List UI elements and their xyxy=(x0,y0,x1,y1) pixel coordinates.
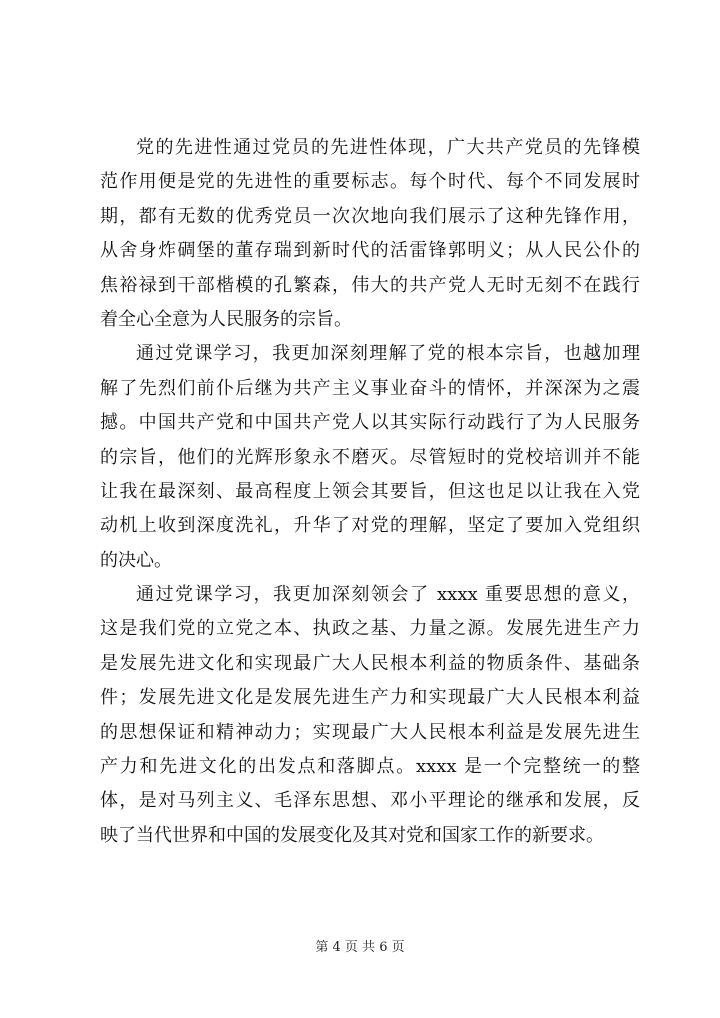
text-line: 产力和先进文化的出发点和落脚点。xxxx 是一个完整统一的整 xyxy=(100,756,640,778)
text-line: 党的先进性通过党员的先进性体现，广大共产党员的先锋模 xyxy=(136,137,640,158)
document-body xyxy=(100,131,640,853)
text-line: 着全心全意为人民服务的宗旨。 xyxy=(100,308,352,330)
text-line: 焦裕禄到干部楷模的孔繁森，伟大的共产党人无时无刻不在践行 xyxy=(100,274,640,296)
text-line: 期，都有无数的优秀党员一次次地向我们展示了这种先锋作用， xyxy=(100,205,640,227)
text-line: 件；发展先进文化是发展先进生产力和实现最广大人民根本利益 xyxy=(100,687,640,709)
page-footer: 第 4 页 共 6 页 xyxy=(315,940,405,955)
text-line: 解了先烈们前仆后继为共产主义事业奋斗的情怀，并深深为之震 xyxy=(100,377,640,399)
text-line: 这是我们党的立党之本、执政之基、力量之源。发展先进生产力 xyxy=(100,618,640,640)
text-line: 让我在最深刻、最高程度上领会其要旨，但这也足以让我在入党 xyxy=(100,480,640,502)
paragraph-2 xyxy=(100,337,640,578)
text-line: 通过党课学习，我更加深刻领会了 xxxx 重要思想的意义， xyxy=(136,584,640,606)
text-line: 的决心。 xyxy=(100,549,172,571)
text-line: 从舍身炸碉堡的董存瑞到新时代的活雷锋郭明义；从人民公仆的 xyxy=(100,240,640,262)
text-line: 是发展先进文化和实现最广大人民根本利益的物质条件、基础条 xyxy=(100,652,640,674)
text-line: 撼。中国共产党和中国共产党人以其实际行动践行了为人民服务 xyxy=(100,412,640,434)
text-line: 的思想保证和精神动力；实现最广大人民根本利益是发展先进生 xyxy=(100,721,640,743)
text-line: 映了当代世界和中国的发展变化及其对党和国家工作的新要求。 xyxy=(100,824,604,846)
paragraph-1 xyxy=(100,131,640,337)
text-line: 体，是对马列主义、毛泽东思想、邓小平理论的继承和发展，反 xyxy=(100,790,640,812)
text-line: 范作用便是党的先进性的重要标志。每个时代、每个不同发展时 xyxy=(100,171,640,193)
text-line: 通过党课学习，我更加深刻理解了党的根本宗旨，也越加理 xyxy=(136,343,640,365)
text-line: 的宗旨，他们的光辉形象永不磨灭。尽管短时的党校培训并不能 xyxy=(100,446,640,468)
text-line: 动机上收到深度洗礼，升华了对党的理解，坚定了要加入党组织 xyxy=(100,515,640,537)
paragraph-3 xyxy=(100,578,640,853)
